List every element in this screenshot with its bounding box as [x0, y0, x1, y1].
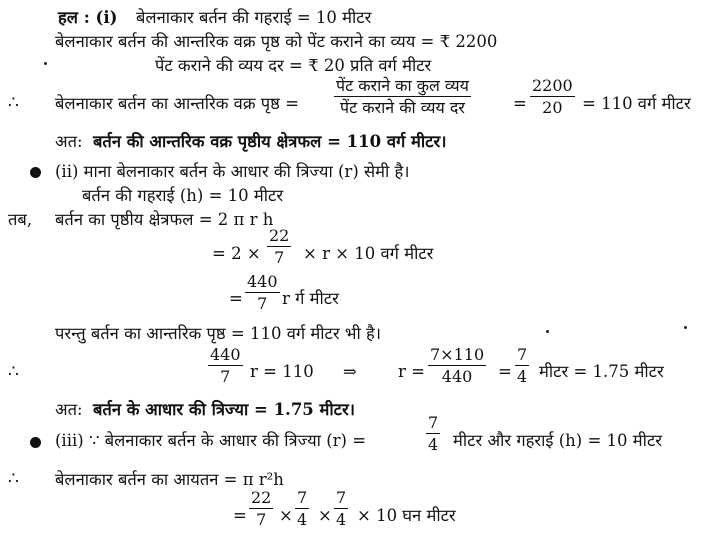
fraction-7x110-over-440	[428, 345, 486, 386]
fraction-22-over-7	[267, 226, 291, 267]
ink-speck	[546, 330, 549, 333]
part-i-depth: बेलनाकार बर्तन की गहराई = 10 मीटर	[136, 8, 372, 27]
fraction-bar	[208, 365, 243, 366]
fraction-numerator: 2200	[532, 76, 573, 95]
fraction-bar	[426, 433, 440, 434]
fraction-bar	[428, 365, 486, 366]
fraction-numerator: 7×110	[430, 345, 485, 364]
part-ii-step2-equals: =	[229, 289, 243, 308]
fraction-bar	[530, 96, 575, 97]
fraction-denominator: 4	[336, 510, 347, 529]
part-ii-step-rest: × r × 10 वर्ग मीटर	[303, 244, 434, 263]
part-ii-r-equals: r =	[398, 362, 425, 381]
fraction-numerator: 22	[269, 226, 290, 245]
fraction-bar	[334, 96, 471, 97]
fraction-cost-over-rate	[334, 76, 471, 117]
answer-prefix: अत:	[55, 400, 83, 419]
part-iii-given-radius: (iii) ∵ बेलनाकार बर्तन के आधार की त्रिज्या (r) =	[55, 431, 367, 450]
implies-arrow: ⇒	[343, 362, 357, 381]
equals-sign: =	[513, 94, 527, 113]
fraction-denominator: 4	[297, 510, 308, 529]
part-i-surface-lhs: बेलनाकार बर्तन का आन्तरिक वक्र पृष्ठ =	[55, 94, 299, 113]
part-iii-step-equals: =	[233, 506, 247, 525]
fraction-numerator: 7	[517, 345, 528, 364]
fraction-denominator: 7	[274, 248, 285, 267]
part-ii-step-equals: = 2 ×	[212, 244, 261, 263]
fraction-bar	[295, 508, 309, 509]
therefore-symbol: ∴	[8, 93, 19, 113]
fraction-440-over-7	[208, 345, 243, 386]
fraction-bar	[245, 292, 280, 293]
part-ii-equation: r = 110	[250, 362, 314, 381]
fraction-440-over-7	[245, 272, 280, 313]
ink-speck	[684, 326, 687, 329]
part-i-answer: बर्तन की आन्तरिक वक्र पृष्ठीय क्षेत्रफल = 110 वर्ग मीटर।	[93, 132, 447, 151]
ink-speck	[44, 62, 47, 65]
fraction-7-over-4	[515, 345, 529, 386]
part-ii-step2-rest: r र्ग मीटर	[282, 289, 339, 308]
fraction-22-over-7	[249, 488, 273, 529]
part-i-rate: पेंट कराने की व्यय दर = ₹ 20 प्रति वर्ग मीटर	[155, 56, 432, 75]
fraction-denominator: 4	[428, 435, 439, 454]
part-iii-volume-formula: बेलनाकार बर्तन का आयतन = π r²h	[55, 470, 284, 489]
fraction-denominator: 20	[542, 98, 563, 117]
fraction-bar	[515, 365, 529, 366]
fraction-denominator: 7	[257, 294, 268, 313]
fraction-numerator: 440	[210, 345, 241, 364]
times-sign: ×	[279, 506, 293, 525]
fraction-bar	[334, 508, 348, 509]
answer-prefix: अत:	[55, 132, 83, 151]
fraction-bar	[267, 246, 291, 247]
part-i-surface-result: = 110 वर्ग मीटर	[582, 94, 691, 113]
fraction-bar	[249, 508, 273, 509]
fraction-denominator: पेंट कराने की व्यय दर	[340, 98, 465, 117]
part-ii-depth: बर्तन की गहराई (h) = 10 मीटर	[82, 186, 284, 205]
times-sign: ×	[318, 506, 332, 525]
then-label: तब,	[8, 210, 33, 229]
part-ii-inner-surface: परन्तु बर्तन का आन्तरिक पृष्ठ = 110 वर्ग मीटर भी है।	[55, 324, 381, 343]
bullet-icon	[30, 437, 41, 448]
equals-sign: =	[498, 362, 512, 381]
fraction-numerator: 7	[428, 413, 439, 432]
fraction-7-over-4	[295, 488, 309, 529]
fraction-denominator: 7	[256, 510, 267, 529]
fraction-numerator: 22	[251, 488, 272, 507]
fraction-7-over-4	[426, 413, 440, 454]
part-i-heading: हल : (i)	[58, 8, 118, 27]
therefore-symbol: ∴	[8, 469, 19, 489]
fraction-denominator: 440	[441, 367, 473, 386]
part-iii-volume-step: × 10 घन मीटर	[357, 506, 456, 525]
fraction-numerator: पेंट कराने का कुल व्यय	[336, 76, 469, 95]
fraction-numerator: 7	[336, 488, 347, 507]
fraction-7-over-4	[334, 488, 348, 529]
fraction-denominator: 7	[220, 367, 231, 386]
fraction-denominator: 4	[517, 367, 528, 386]
fraction-numerator: 440	[247, 272, 278, 291]
part-ii-answer: बर्तन के आधार की त्रिज्या = 1.75 मीटर।	[93, 400, 355, 419]
part-i-cost: बेलनाकार बर्तन की आन्तरिक वक्र पृष्ठ को पेंट कराने का व्यय = ₹ 2200	[55, 32, 498, 51]
fraction-2200-over-20	[530, 76, 575, 117]
fraction-numerator: 7	[297, 488, 308, 507]
therefore-symbol: ∴	[8, 362, 19, 382]
part-ii-surface-formula: बर्तन का पृष्ठीय क्षेत्रफल = 2 π r h	[55, 210, 274, 229]
part-ii-radius-result: मीटर = 1.75 मीटर	[539, 362, 664, 381]
part-ii-assume-radius: (ii) माना बेलनाकार बर्तन के आधार की त्रिज्या (r) सेमी है।	[55, 162, 410, 181]
part-iii-given-depth: मीटर और गहराई (h) = 10 मीटर	[453, 431, 663, 450]
bullet-icon	[30, 167, 41, 178]
